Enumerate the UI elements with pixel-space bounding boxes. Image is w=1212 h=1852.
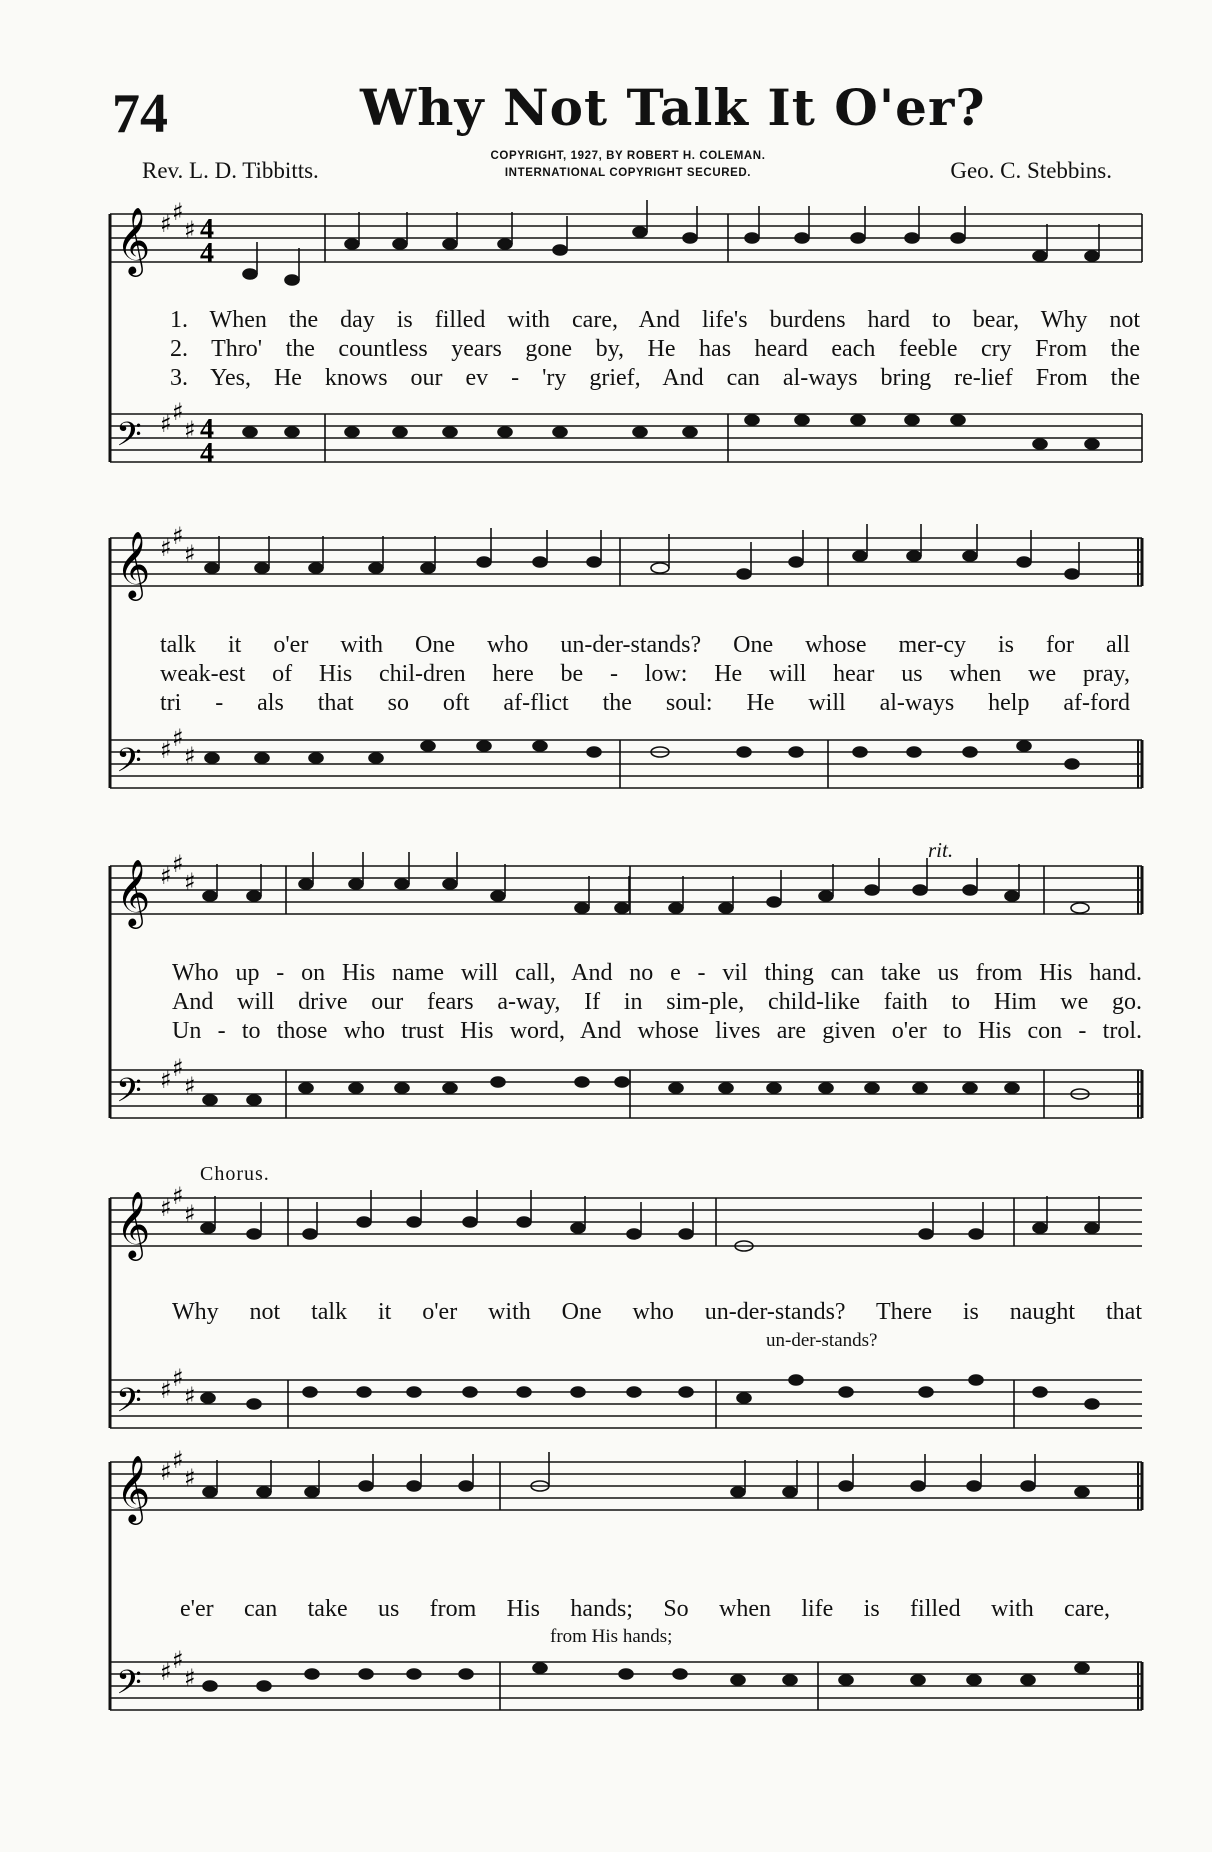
system-3-lyric-1: Who up - on His name will call, And no e - vil thing can take us from His hand. [172, 960, 1142, 986]
system-2-lyric-3: tri - als that so oft af-flict the soul: He will al-ways help af-ford [160, 690, 1130, 716]
system-1-lyric-2: 2. Thro' the countless years gone by, He has heard each feeble cry From the [170, 336, 1140, 362]
svg-text:4: 4 [200, 414, 214, 445]
system-4-lyric: Why not talk it o'er with One who un-der-stands? There is naught that [172, 1299, 1142, 1325]
svg-text:♯: ♯ [160, 1194, 172, 1222]
system-5-echo-lyric: from His hands; [550, 1626, 673, 1647]
svg-text:♯: ♯ [184, 416, 196, 444]
svg-text:♯: ♯ [172, 398, 184, 426]
svg-text:𝄢: 𝄢 [116, 1382, 142, 1428]
ritardando-marking: rit. [928, 838, 954, 862]
svg-text:4: 4 [200, 214, 214, 245]
svg-text:♯: ♯ [160, 534, 172, 562]
svg-text:♯: ♯ [172, 1646, 184, 1674]
svg-text:♯: ♯ [184, 216, 196, 244]
system-3-lyric-3: Un - to those who trust His word, And whose lives are given o'er to His con - trol. [172, 1018, 1142, 1044]
system-5-notation [0, 1440, 1212, 1730]
svg-text:♯: ♯ [160, 1376, 172, 1404]
hymn-number: 74 [112, 83, 168, 145]
svg-text:𝄢: 𝄢 [116, 416, 142, 462]
svg-text:♯: ♯ [172, 522, 184, 550]
copyright-notice [448, 148, 808, 182]
svg-text:♯: ♯ [184, 1464, 196, 1492]
svg-text:♯: ♯ [172, 1054, 184, 1082]
svg-text:♯: ♯ [184, 1072, 196, 1100]
svg-text:𝄢: 𝄢 [116, 742, 142, 788]
svg-text:𝄢: 𝄢 [116, 1664, 142, 1710]
svg-text:♯: ♯ [160, 1458, 172, 1486]
chorus-label: Chorus. [200, 1163, 270, 1185]
svg-text:♯: ♯ [184, 1664, 196, 1692]
svg-text:♯: ♯ [160, 410, 172, 438]
svg-text:♯: ♯ [172, 850, 184, 878]
svg-text:♯: ♯ [160, 862, 172, 890]
svg-text:♯: ♯ [184, 1382, 196, 1410]
system-1-lyric-3: 3. Yes, He knows our ev - 'ry grief, And can al-ways bring re-lief From the [170, 365, 1140, 391]
svg-text:♯: ♯ [160, 1658, 172, 1686]
system-5-lyric: e'er can take us from His hands; So when life is filled with care, [180, 1596, 1110, 1622]
svg-text:4: 4 [200, 238, 214, 269]
system-2-lyric-1: talk it o'er with One who un-der-stands? One whose mer-cy is for all [160, 632, 1130, 658]
svg-text:♯: ♯ [172, 1446, 184, 1474]
svg-text:♯: ♯ [172, 1182, 184, 1210]
svg-text:4: 4 [200, 438, 214, 469]
svg-text:𝄢: 𝄢 [116, 1072, 142, 1118]
svg-text:♯: ♯ [160, 736, 172, 764]
svg-text:♯: ♯ [160, 210, 172, 238]
svg-text:♯: ♯ [184, 742, 196, 770]
svg-text:𝄞: 𝄞 [116, 858, 151, 926]
copyright-line-1: COPYRIGHT, 1927, BY ROBERT H. COLEMAN. [490, 150, 766, 162]
composer-credit: Geo. C. Stebbins. [950, 158, 1112, 183]
svg-text:♯: ♯ [184, 868, 196, 896]
svg-text:𝄞: 𝄞 [116, 530, 151, 598]
system-1-lyric-1: 1. When the day is filled with care, And life's burdens hard to bear, Why not [170, 307, 1140, 333]
system-2-lyric-2: weak-est of His chil-dren here be - low: He will hear us when we pray, [160, 661, 1130, 687]
svg-text:♯: ♯ [160, 1066, 172, 1094]
svg-text:♯: ♯ [184, 1200, 196, 1228]
svg-text:♯: ♯ [172, 1364, 184, 1392]
system-3-lyric-2: And will drive our fears a-way, If in sim-ple, child-like faith to Him we go. [172, 989, 1142, 1015]
author-credit: Rev. L. D. Tibbitts. [142, 158, 319, 183]
svg-text:𝄞: 𝄞 [116, 206, 151, 274]
svg-text:♯: ♯ [184, 540, 196, 568]
svg-text:𝄞: 𝄞 [116, 1454, 151, 1522]
system-4-echo-lyric: un-der-stands? [766, 1330, 878, 1351]
svg-text:♯: ♯ [172, 724, 184, 752]
svg-text:𝄞: 𝄞 [116, 1190, 151, 1258]
svg-text:♯: ♯ [172, 200, 184, 226]
hymn-title: Why Not Talk It O'er? [360, 78, 986, 137]
copyright-line-2: INTERNATIONAL COPYRIGHT SECURED. [504, 167, 752, 179]
